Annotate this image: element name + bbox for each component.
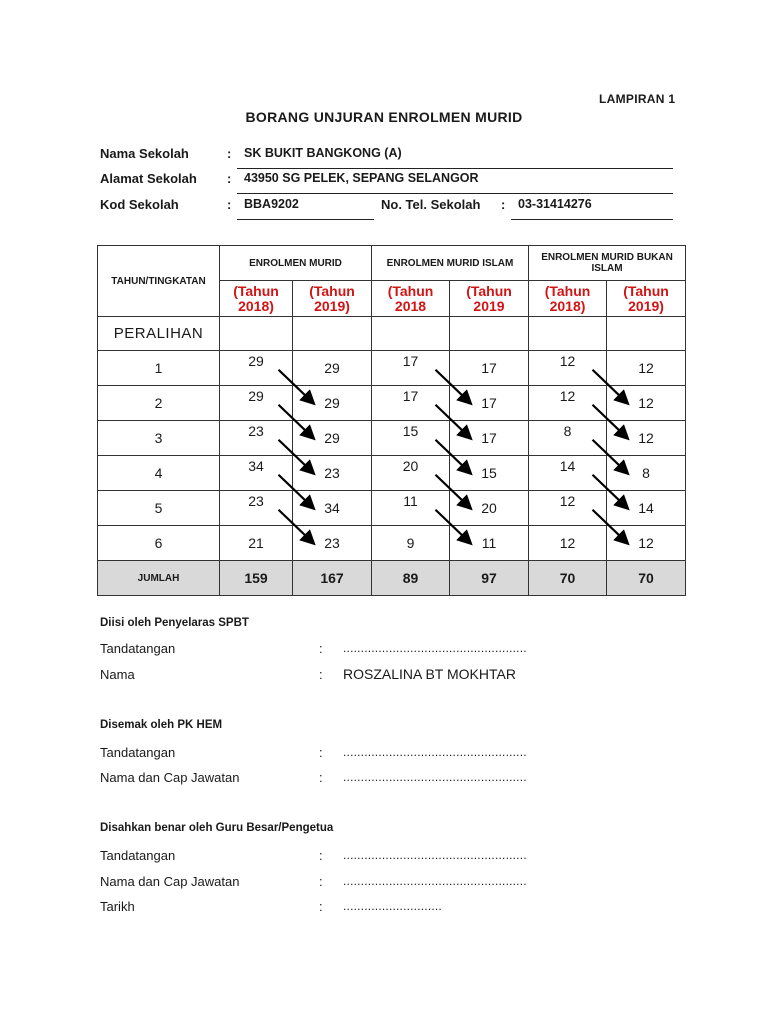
enrolment-value: 11 — [403, 493, 418, 509]
enrolment-cell: 34 — [293, 491, 372, 526]
group-header-islam: ENROLMEN MURID ISLAM — [372, 246, 529, 281]
tel-underline — [511, 219, 673, 220]
colon: : — [319, 641, 323, 656]
tandatangan-label: Tandatangan — [100, 641, 176, 656]
year-header: (Tahun 2018) — [529, 281, 607, 317]
enrolment-cell: 17 — [450, 351, 529, 386]
tarikh-label: Tarikh — [100, 899, 135, 914]
enrolment-value: 15 — [402, 423, 419, 439]
gb-heading: Disahkan benar oleh Guru Besar/Pengetua — [100, 822, 334, 834]
nama-label: Nama — [100, 667, 135, 682]
enrolment-cell — [529, 421, 607, 456]
enrolment-cell — [220, 386, 293, 421]
enrolment-value: 29 — [248, 353, 264, 369]
pkhem-heading: Disemak oleh PK HEM — [100, 719, 223, 731]
nama-underline — [237, 168, 673, 169]
enrolment-cell — [529, 491, 607, 526]
grade-label: 2 — [98, 386, 220, 421]
enrolment-cell: 12 — [607, 526, 686, 561]
enrolment-cell: 23 — [293, 526, 372, 561]
enrolment-cell — [220, 421, 293, 456]
enrolment-cell — [220, 491, 293, 526]
total-cell: 97 — [450, 561, 529, 596]
peralihan-label: PERALIHAN — [98, 317, 220, 351]
tandatangan-label: Tandatangan — [100, 848, 176, 863]
kod-sekolah-value: BBA9202 — [244, 197, 299, 211]
alamat-underline — [237, 193, 673, 194]
enrolment-cell: 12 — [529, 526, 607, 561]
enrolment-value: 8 — [563, 423, 572, 439]
enrolment-value: 34 — [248, 458, 264, 474]
table-row — [98, 351, 686, 386]
group-header-bukan-islam: ENROLMEN MURID BUKAN ISLAM — [529, 246, 686, 281]
nama-cap-label: Nama dan Cap Jawatan — [100, 874, 240, 889]
enrolment-cell: 20 — [450, 491, 529, 526]
spbt-heading: Diisi oleh Penyelaras SPBT — [100, 617, 249, 629]
enrolment-value: 23 — [248, 493, 264, 509]
enrolment-value: 20 — [402, 458, 419, 474]
grade-label: 4 — [98, 456, 220, 491]
enrolment-cell — [220, 456, 293, 491]
year-header: (Tahun 2018) — [220, 281, 293, 317]
nama-sekolah-value: SK BUKIT BANGKONG (A) — [244, 146, 402, 160]
colon: : — [319, 770, 323, 785]
table-cell — [607, 317, 686, 351]
grade-label: 1 — [98, 351, 220, 386]
enrolment-cell: 12 — [607, 351, 686, 386]
form-title: BORANG UNJURAN ENROLMEN MURID — [245, 109, 523, 125]
enrolment-cell — [372, 421, 450, 456]
enrolment-cell: 23 — [293, 456, 372, 491]
enrolment-cell — [529, 386, 607, 421]
year-header: (Tahun 2019) — [607, 281, 686, 317]
alamat-sekolah-value: 43950 SG PELEK, SEPANG SELANGOR — [244, 171, 479, 185]
enrolment-table — [97, 245, 686, 596]
table-cell — [293, 317, 372, 351]
table-cell — [372, 317, 450, 351]
enrolment-cell: 9 — [372, 526, 450, 561]
nama-value: ROSZALINA BT MOKHTAR — [343, 666, 516, 682]
enrolment-cell: 8 — [607, 456, 686, 491]
enrolment-value: 12 — [559, 493, 576, 509]
enrolment-value: 23 — [248, 423, 264, 439]
total-cell: 167 — [293, 561, 372, 596]
group-header-enrolmen: ENROLMEN MURID — [220, 246, 372, 281]
enrolment-cell: 29 — [293, 421, 372, 456]
tandatangan-label: Tandatangan — [100, 745, 176, 760]
colon: : — [319, 848, 323, 863]
enrolment-cell: 14 — [607, 491, 686, 526]
table-cell — [529, 317, 607, 351]
enrolment-cell: 11 — [450, 526, 529, 561]
tahun-tingkatan-header: TAHUN/TINGKATAN — [98, 246, 220, 317]
grade-label: 5 — [98, 491, 220, 526]
year-header: (Tahun 2019) — [293, 281, 372, 317]
enrolment-cell — [372, 456, 450, 491]
year-header: (Tahun 2019 — [450, 281, 529, 317]
grade-label: 3 — [98, 421, 220, 456]
enrolment-cell: 21 — [220, 526, 293, 561]
enrolment-cell: 12 — [607, 386, 686, 421]
colon: : — [319, 874, 323, 889]
colon: : — [227, 171, 232, 186]
alamat-sekolah-label: Alamat Sekolah — [100, 171, 197, 186]
table-cell — [450, 317, 529, 351]
total-cell: 159 — [220, 561, 293, 596]
enrolment-cell — [372, 491, 450, 526]
enrolment-cell — [529, 456, 607, 491]
total-cell: 70 — [529, 561, 607, 596]
tandatangan-field[interactable]: .................................................... — [343, 745, 527, 759]
total-cell: 89 — [372, 561, 450, 596]
enrolment-cell: 29 — [293, 351, 372, 386]
enrolment-cell: 12 — [607, 421, 686, 456]
table-row — [98, 421, 686, 456]
jumlah-label: JUMLAH — [98, 561, 220, 596]
enrolment-value: 29 — [248, 388, 264, 404]
total-cell: 70 — [607, 561, 686, 596]
nama-cap-field[interactable]: .................................................... — [343, 874, 527, 888]
tel-sekolah-label: No. Tel. Sekolah — [381, 197, 481, 212]
enrolment-cell: 29 — [293, 386, 372, 421]
year-header: (Tahun 2018 — [372, 281, 450, 317]
tandatangan-field[interactable]: .................................................... — [343, 641, 527, 655]
enrolment-cell — [372, 351, 450, 386]
enrolment-cell: 15 — [450, 456, 529, 491]
colon: : — [227, 197, 232, 212]
enrolment-value: 14 — [559, 458, 576, 474]
colon: : — [319, 745, 323, 760]
colon: : — [319, 667, 323, 682]
enrolment-value: 17 — [402, 388, 419, 404]
table-row — [98, 456, 686, 491]
table-row — [98, 386, 686, 421]
colon: : — [319, 899, 323, 914]
colon: : — [227, 146, 232, 161]
enrolment-cell — [220, 351, 293, 386]
kod-underline — [237, 219, 374, 220]
enrolment-value: 17 — [402, 353, 419, 369]
colon: : — [501, 197, 506, 212]
nama-sekolah-label: Nama Sekolah — [100, 146, 189, 161]
table-cell — [220, 317, 293, 351]
nama-cap-field[interactable]: .................................................... — [343, 770, 527, 784]
enrolment-value: 12 — [559, 353, 576, 369]
enrolment-cell — [372, 386, 450, 421]
enrolment-value: 12 — [559, 388, 576, 404]
table-row — [98, 526, 686, 561]
enrolment-cell: 17 — [450, 421, 529, 456]
nama-cap-label: Nama dan Cap Jawatan — [100, 770, 240, 785]
kod-sekolah-label: Kod Sekolah — [100, 197, 179, 212]
enrolment-cell — [529, 351, 607, 386]
tel-sekolah-value: 03-31414276 — [518, 197, 592, 211]
grade-label: 6 — [98, 526, 220, 561]
table-row — [98, 491, 686, 526]
tandatangan-field[interactable]: .................................................... — [343, 848, 527, 862]
lampiran-label: LAMPIRAN 1 — [599, 92, 676, 106]
tarikh-field[interactable]: ............................ — [343, 899, 442, 913]
enrolment-cell: 17 — [450, 386, 529, 421]
